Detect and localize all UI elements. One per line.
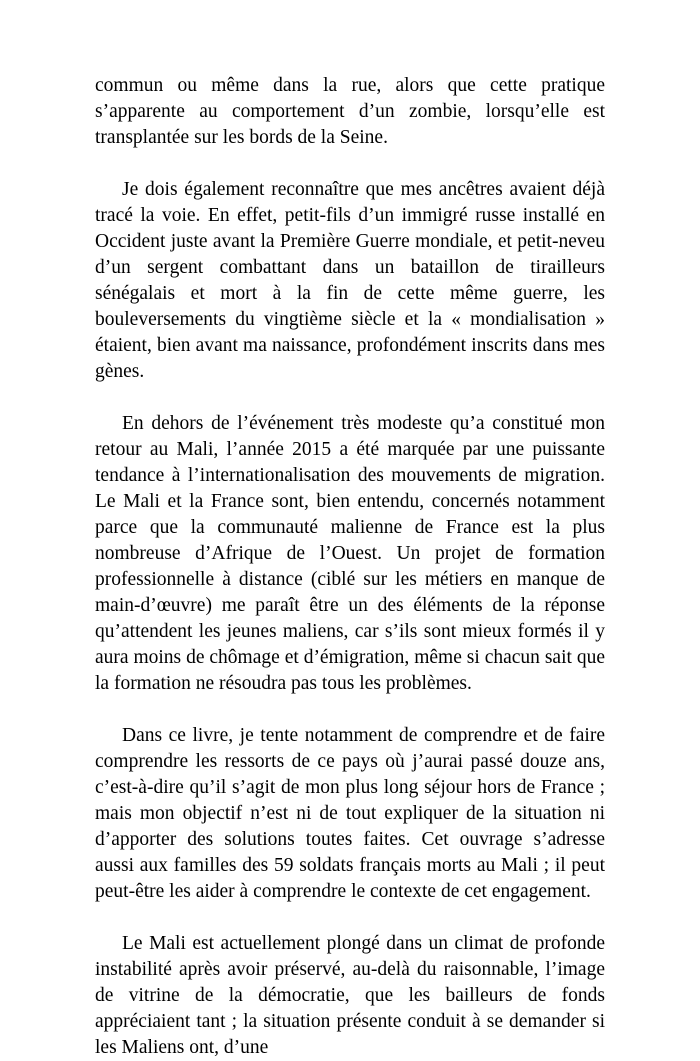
paragraph-mali-instability: Le Mali est actuellement plongé dans un climat de profonde instabilité après avoir préservé, au-delà du raisonnable, l’image de vitrine de la démocratie, que les bailleurs de fonds appréciaient tant ; la situation présente conduit à se demander si les Maliens ont, d’une (95, 933, 605, 1058)
paragraph-migration: En dehors de l’événement très modeste qu’a constitué mon retour au Mali, l’année 2015 a été marquée par une puissante tendance à l’internationalisation des mouvements de migration. Le Mali et la France sont, bien entendu, concernés notamment parce que la communauté malienne de France est la plus nombreuse d’Afrique de l’Ouest. Un projet de formation professionnelle à distance (ciblé sur les métiers en manque de main-d’œuvre) me paraît être un des éléments de la réponse qu’attendent les jeunes maliens, car s’ils sont mieux formés il y aura moins de chômage et d’émigration, même si chacun sait que la formation ne résoudra pas tous les problèmes. (95, 413, 605, 694)
paragraph-book-purpose: Dans ce livre, je tente notamment de comprendre et de faire comprendre les ressorts de ce pays où j’aurai passé douze ans, c’est-à-dire qu’il s’agit de mon plus long séjour hors de France ; mais mon objectif n’est ni de tout expliquer de la situation ni d’apporter des solutions toutes faites. Cet ouvrage s’adresse aussi aux familles des 59 soldats français morts au Mali ; il peut peut-être les aider à comprendre le contexte de cet engagement. (95, 725, 605, 902)
paragraph-ancestors: Je dois également reconnaître que mes ancêtres avaient déjà tracé la voie. En effet, petit-fils d’un immigré russe installé en Occident juste avant la Première Guerre mondiale, et petit-neveu d’un sergent combattant dans un bataillon de tirailleurs sénégalais et mort à la fin de cette même guerre, les bouleversements du vingtième siècle et la « mondialisation » étaient, bien avant ma naissance, profondément inscrits dans mes gènes. (95, 179, 605, 382)
paragraph-continuation: commun ou même dans la rue, alors que cette pratique s’apparente au comportement d’un zombie, lorsqu’elle est transplantée sur les bords de la Seine. (95, 75, 605, 148)
